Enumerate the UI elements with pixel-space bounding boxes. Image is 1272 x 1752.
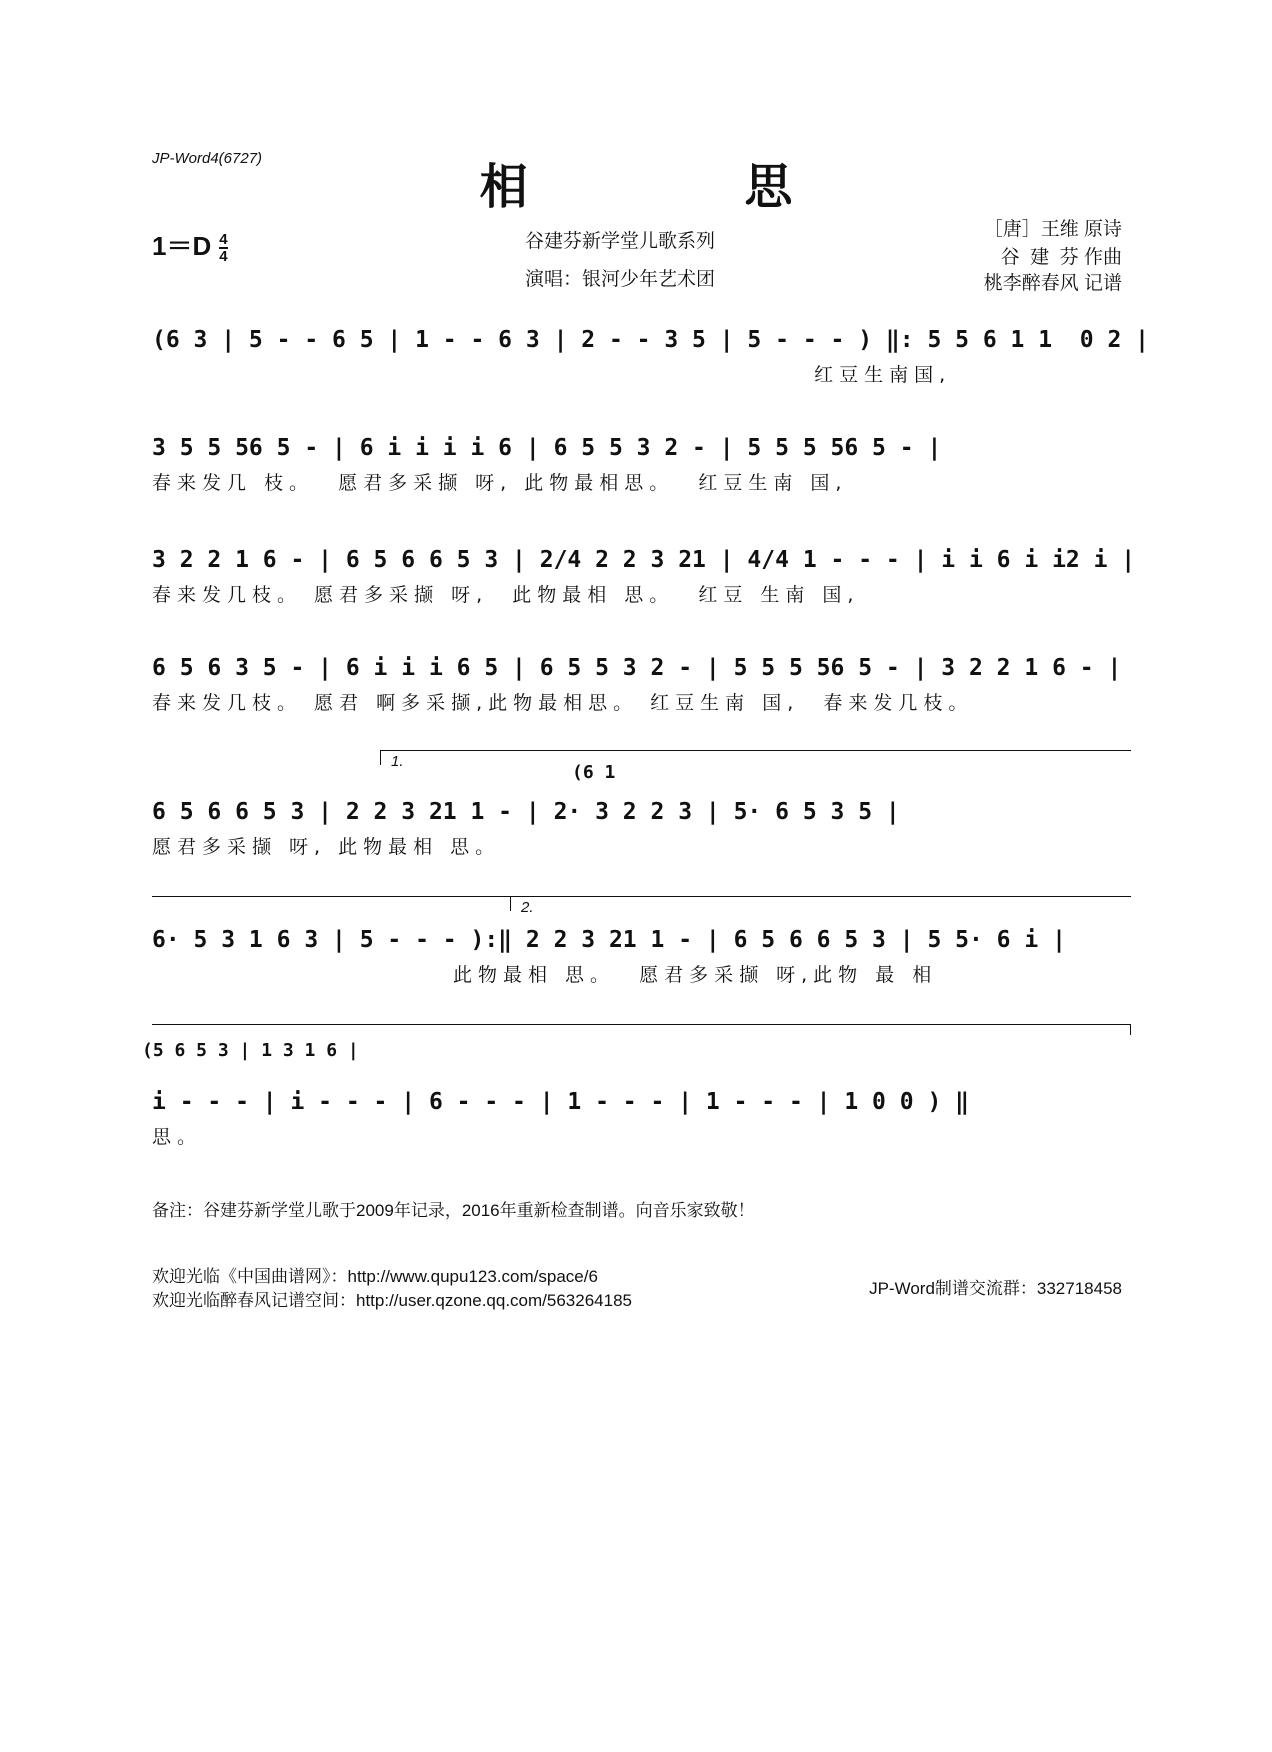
key-signature [152,226,228,264]
lyricist-credit: ［唐］王维 原诗 [983,219,1122,240]
notes-line-6: 6· 5 3 1 6 3 | 5 - - - ):‖ 2 2 3 21 1 - | 6 5 6 6 5 3 | 5 5· 6 i | [152,927,1066,953]
website-link-1[interactable]: 欢迎光临《中国曲谱网》：http://www.qupu123.com/space/6 [152,1267,598,1286]
lyrics-line-4: 春来发几枝。 愿君 啊多采撷,此物最相思。 红豆生南 国, 春来发几枝。 [152,692,974,714]
time-signature [219,232,227,264]
lyrics-line-5: 愿君多采撷 呀, 此物最相 思。 [152,836,501,858]
composer-credit: 谷 建 芬 作曲 [1000,247,1122,268]
transcriber-credit: 桃李醉春风 记谱 [983,273,1122,294]
aux-notes-line-5: (6 1 [572,762,616,783]
notes-line-1: (6 3 | 5 - - 6 5 | 1 - - 6 3 | 2 - - 3 5 | 5 - - - ) ‖: 5 5 6 1 1 0 2 | [152,327,1149,353]
notes-line-7: i - - - | i - - - | 6 - - - | 1 - - - | 1 - - - | 1 0 0 ) ‖ [152,1089,969,1115]
series-label: 谷建芬新学堂儿歌系列 [524,231,715,252]
volta-bracket-2-end [152,1024,1131,1035]
remark-text: 备注：谷建芬新学堂儿歌于2009年记录，2016年重新检查制谱。向音乐家致敬！ [152,1201,755,1220]
aux-notes-line-7: (5 6 5 3 | 1 3 1 6 | [142,1040,359,1061]
key-text: 1＝D [152,231,212,261]
lyrics-line-6: 此物最相 思。 愿君多采撷 呀,此物 最 相 [152,964,938,986]
volta-label-2: 2. [521,899,534,916]
volta-label-1: 1. [391,753,404,770]
group-info: JP-Word制谱交流群：332718458 [869,1279,1122,1298]
lyrics-line-7: 思。 [152,1126,203,1148]
notes-line-5: 6 5 6 6 5 3 | 2 2 3 21 1 - | 2· 3 2 2 3 | 5· 6 5 3 5 | [152,799,900,825]
notes-line-2: 3 5 5 56 5 - | 6 i i i i 6 | 6 5 5 3 2 - | 5 5 5 56 5 - | [152,435,942,461]
website-link-2[interactable]: 欢迎光临醉春风记谱空间：http://user.qzone.qq.com/563264185 [152,1291,632,1310]
volta-bracket-2 [510,896,1131,916]
notes-line-3: 3 2 2 1 6 - | 6 5 6 6 5 3 | 2/4 2 2 3 21 | 4/4 1 - - - | i i 6 i i2 i | [152,547,1136,573]
software-label: JP-Word4(6727) [152,150,263,167]
lyrics-line-1: 红豆生南国, [152,364,952,386]
volta-bracket-1 [380,750,1131,770]
song-title: 相 思 [479,159,893,215]
time-signature-top: 4 [219,231,228,249]
volta-bracket-1-end [152,896,510,907]
lyrics-line-3: 春来发几枝。 愿君多采撷 呀, 此物最相 思。 红豆 生南 国, [152,584,860,606]
notes-line-4: 6 5 6 3 5 - | 6 i i i 6 5 | 6 5 5 3 2 - | 5 5 5 56 5 - | 3 2 2 1 6 - | [152,655,1122,681]
performer-label: 演唱：银河少年艺术团 [524,269,715,290]
time-signature-bottom: 4 [219,248,228,266]
lyrics-line-2: 春来发几 枝。 愿君多采撷 呀, 此物最相思。 红豆生南 国, [152,472,848,494]
